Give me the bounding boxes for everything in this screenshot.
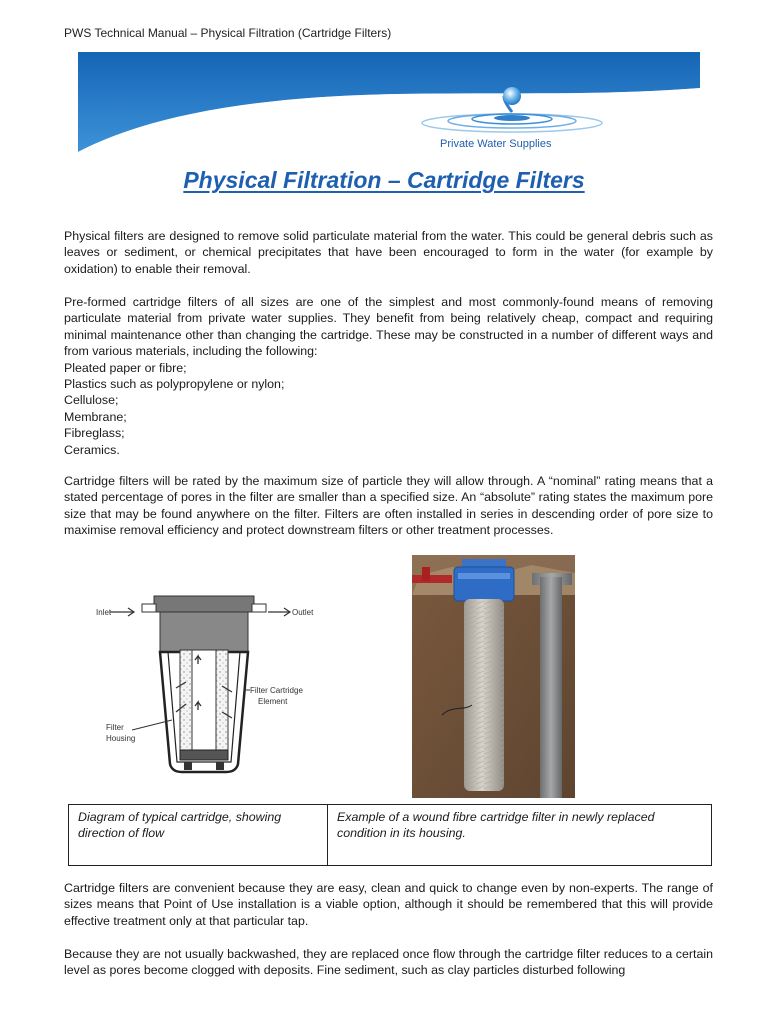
list-item: Plastics such as polypropylene or nylon;	[64, 377, 285, 392]
running-head: PWS Technical Manual – Physical Filtration (Cartridge Filters)	[64, 26, 392, 40]
paragraph-text: Physical filters are designed to remove solid particulate material from the water. This could be general debris such as leaves or sediment, or chemical precipitates that have been encouraged to form in the water (for example by oxidation) to enable their removal.	[64, 229, 713, 276]
list-item: Cellulose;	[64, 393, 119, 408]
list-item: Fibreglass;	[64, 426, 125, 441]
paragraph-text: Cartridge filters will be rated by the maximum size of particle they will allow through. A “nominal” rating means that a stated percentage of pores in the filter are smaller than a specified size. An “absolute” rating states the maximum pore size that may be found anywhere on the filter. Filters are often installed in series in descending order of pore size to maximise removal efficiency and protect downstream filters or other treatment processes.	[64, 474, 713, 538]
header-banner	[78, 52, 700, 162]
outlet-arrow-icon	[268, 608, 290, 616]
cartridge-label: Element	[258, 697, 288, 706]
diagram-caption: Diagram of typical cartridge, showing direction of flow	[69, 805, 328, 866]
paragraph-2	[64, 294, 713, 458]
list-item: Membrane;	[64, 409, 127, 424]
paragraph-3	[64, 473, 713, 539]
paragraph-4	[64, 880, 713, 929]
paragraph-text: Cartridge filters are convenient because they are easy, clean and quick to change even by non-experts. The range of sizes means that Point of Use installation is a viable option, although it should be remembered that this will provide effective treatment only at that particular tap.	[64, 881, 713, 928]
cartridge-diagram	[92, 592, 318, 782]
housing-label: Filter	[106, 723, 124, 732]
logo-text: Private Water Supplies	[440, 138, 552, 150]
captions-table	[68, 804, 712, 866]
cartridge-filter-photo	[412, 555, 575, 798]
paragraph-1	[64, 228, 713, 277]
photo-caption: Example of a wound fibre cartridge filter in newly replaced condition in its housing.	[328, 805, 712, 866]
list-item: Pleated paper or fibre;	[64, 360, 187, 375]
inlet-label: Inlet	[96, 608, 112, 617]
paragraph-text: Pre-formed cartridge filters of all sizes are one of the simplest and most commonly-found means of removing particulate material from private water supplies. They benefit from being relatively cheap, compact and requiring minimal maintenance other than changing the cartridge. These may be constructed in a number of different ways and from various materials, including the following:	[64, 295, 713, 359]
cartridge-label: Filter Cartridge	[250, 686, 303, 695]
inlet-arrow-icon	[110, 608, 134, 616]
list-item: Ceramics.	[64, 442, 120, 457]
housing-label: Housing	[106, 734, 136, 743]
paragraph-text: Because they are not usually backwashed, they are replaced once flow through the cartridge filter reduces to a certain level as pores become clogged with deposits. Fine sediment, such as clay particles disturbed following	[64, 947, 713, 978]
paragraph-5	[64, 946, 713, 979]
outlet-label: Outlet	[292, 608, 314, 617]
page-title: Physical Filtration – Cartridge Filters	[183, 167, 585, 193]
